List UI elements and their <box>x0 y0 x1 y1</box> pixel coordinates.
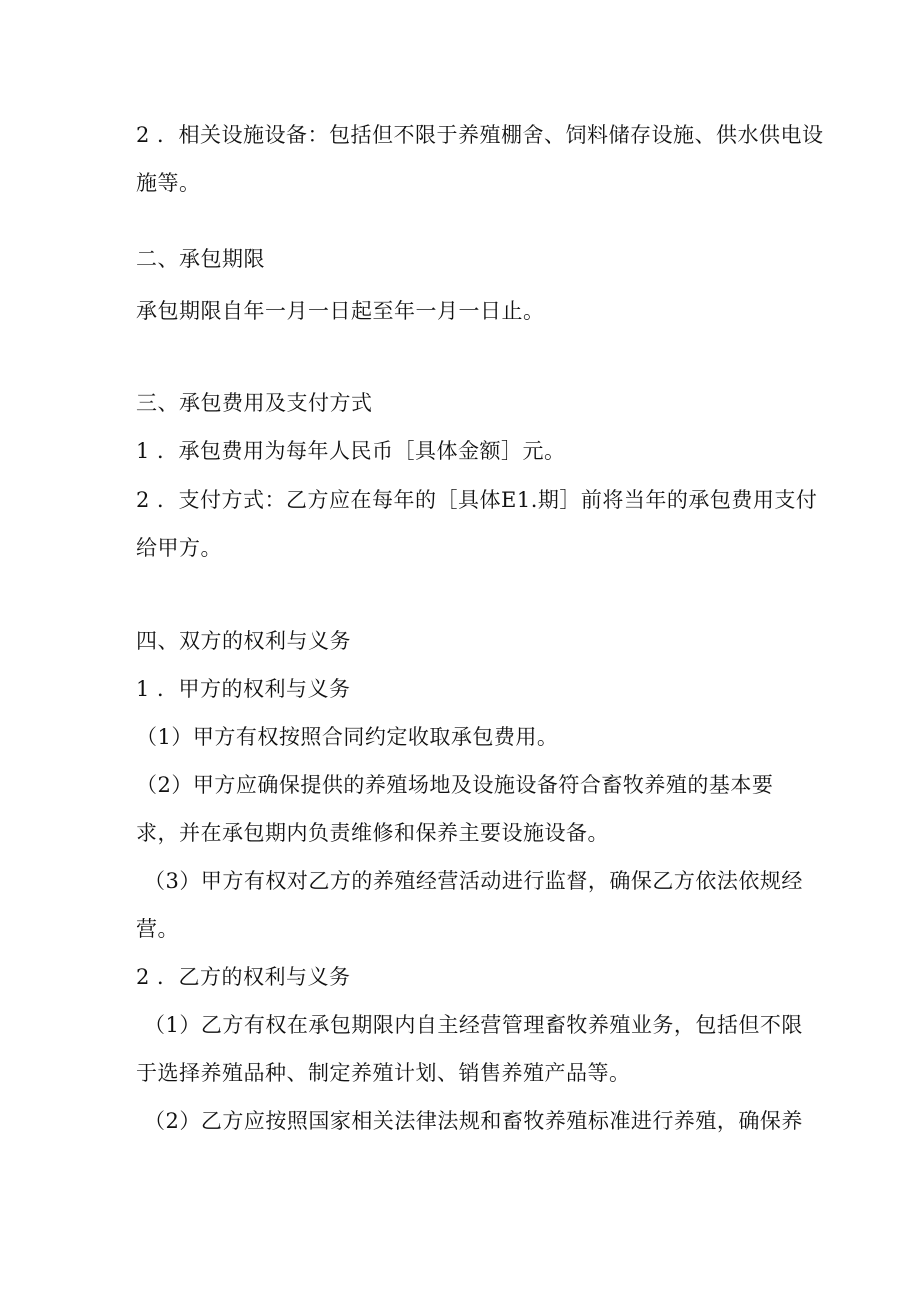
text-line-party-b-1-cont: 于选择养殖品种、制定养殖计划、销售养殖产品等。 <box>136 1061 631 1085</box>
text-line-party-b-2: （2）乙方应按照国家相关法律法规和畜牧养殖标准进行养殖，确保养 <box>144 1109 803 1133</box>
section-heading-term: 二、承包期限 <box>136 247 265 271</box>
text-line-party-a-3-cont: 营。 <box>136 917 179 941</box>
text-line-payment-method-cont: 给甲方。 <box>136 536 222 560</box>
text-line-party-a-1: （1）甲方有权按照合同约定收取承包费用。 <box>136 725 559 749</box>
text-line-facilities-item: 2 ．相关设施设备：包括但不限于养殖棚舍、饲料储存设施、供水供电设 <box>136 123 824 147</box>
subheading-party-b: 2 ．乙方的权利与义务 <box>136 965 351 989</box>
text-line-term: 承包期限自年一月一日起至年一月一日止。 <box>136 299 545 323</box>
text-line-party-b-1: （1）乙方有权在承包期限内自主经营管理畜牧养殖业务，包括但不限 <box>144 1013 803 1037</box>
text-line-party-a-2-cont: 求，并在承包期内负责维修和保养主要设施设备。 <box>136 821 609 845</box>
subheading-party-a: 1 ．甲方的权利与义务 <box>136 677 351 701</box>
section-heading-fees: 三、承包费用及支付方式 <box>136 391 373 415</box>
text-line-facilities-item-cont: 施等。 <box>136 171 201 195</box>
text-line-party-a-2: （2）甲方应确保提供的养殖场地及设施设备符合畜牧养殖的基本要 <box>136 773 774 797</box>
text-line-party-a-3: （3）甲方有权对乙方的养殖经营活动进行监督，确保乙方依法依规经 <box>144 869 803 893</box>
section-heading-rights: 四、双方的权利与义务 <box>136 629 351 653</box>
text-line-fee-amount: 1 ．承包费用为每年人民币［具体金额］元。 <box>136 439 566 463</box>
text-line-payment-method: 2 ．支付方式：乙方应在每年的［具体E1.期］前将当年的承包费用支付 <box>136 488 818 512</box>
